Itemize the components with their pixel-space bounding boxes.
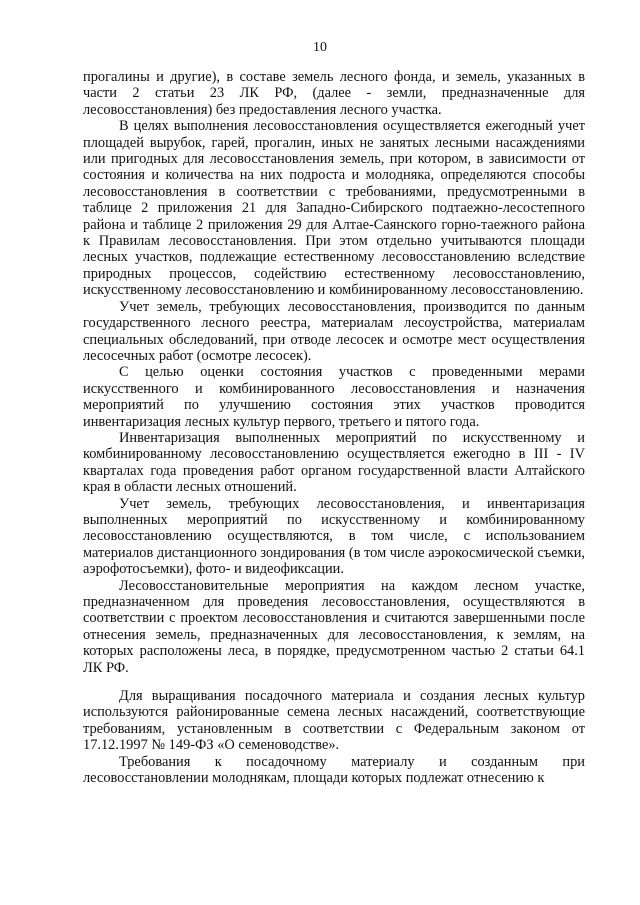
paragraph-land-accounting-sources: Учет земель, требующих лесовосстановления, производится по данным государственного лесного реестра, материалам лесоустройства, материалам специальных обследований, при отводе лесосек и осмотре мест осуществления лесосечных работ (осмотре лесосек).: [83, 298, 585, 364]
paragraph-reforestation-completion: Лесовосстановительные мероприятия на каждом лесном участке, предназначенном для проведения лесовосстановления, осуществляются в соответствии с проектом лесовосстановления и считаются завершенными после отнесения земель, предназначенных для лесовосстановления, к землям, на которых расположены леса, в порядке, предусмотренном частью 2 статьи 64.1 ЛК РФ.: [83, 577, 585, 676]
page-number: 10: [313, 40, 327, 55]
paragraph-remote-sensing: Учет земель, требующих лесовосстановления, и инвентаризация выполненных мероприятий по искусственному и комбинированному лесовосстановлению осуществляются, в том числе, с использованием материалов дистанционного зондирования (в том числе аэрокосмической съемки, аэрофотосъемки), фото- и видеофиксации.: [83, 495, 585, 578]
paragraph-continuation: прогалины и другие), в составе земель лесного фонда, и земель, указанных в части 2 статьи 23 ЛК РФ, (далее - земли, предназначенные для лесовосстановления) без предоставления лесного участка.: [83, 69, 585, 118]
paragraph-annual-accounting: В целях выполнения лесовосстановления осуществляется ежегодный учет площадей вырубок, гарей, прогалин, иных не занятых лесными насаждениями или пригодных для лесовосстановления земель, при котором, в зависимости от состояния и количества на них подроста и молодняка, определяются способы лесовосстановления в соответствии с требованиями, предусмотренными в таблице 2 приложения 21 для Западно-Сибирского подтаежно-лесостепного района и таблице 2 приложения 29 для Алтае-Саянского горно-таежного района к Правилам лесовосстановления. При этом отдельно учитываются площади лесных участков, подлежащие естественному лесовосстановлению вследствие природных процессов, содействию естественному лесовосстановлению, искусственному лесовосстановлению и комбинированному лесовосстановлению.: [83, 118, 585, 299]
document-body: [83, 69, 585, 786]
paragraph-planting-material-requirements: Требования к посадочному материалу и созданным при лесовосстановлении молоднякам, площади которых подлежат отнесению к: [83, 753, 585, 787]
paragraph-seed-requirements: Для выращивания посадочного материала и создания лесных культур используются районированные семена лесных насаждений, соответствующие требованиям, установленным в соответствии с Федеральным законом от 17.12.1997 № 149-ФЗ «О семеноводстве».: [83, 688, 585, 754]
paragraph-plantation-inventory: С целью оценки состояния участков с проведенными мерами искусственного и комбинированного лесовосстановления и назначения мероприятий по улучшению состояния этих участков проводится инвентаризация лесных культур первого, третьего и пятого года.: [83, 364, 585, 430]
paragraph-inventory-timing: Инвентаризация выполненных мероприятий по искусственному и комбинированному лесовосстановлению осуществляется ежегодно в III - IV кварталах года проведения работ органом государственной власти Алтайского края в области лесных отношений.: [83, 429, 585, 496]
